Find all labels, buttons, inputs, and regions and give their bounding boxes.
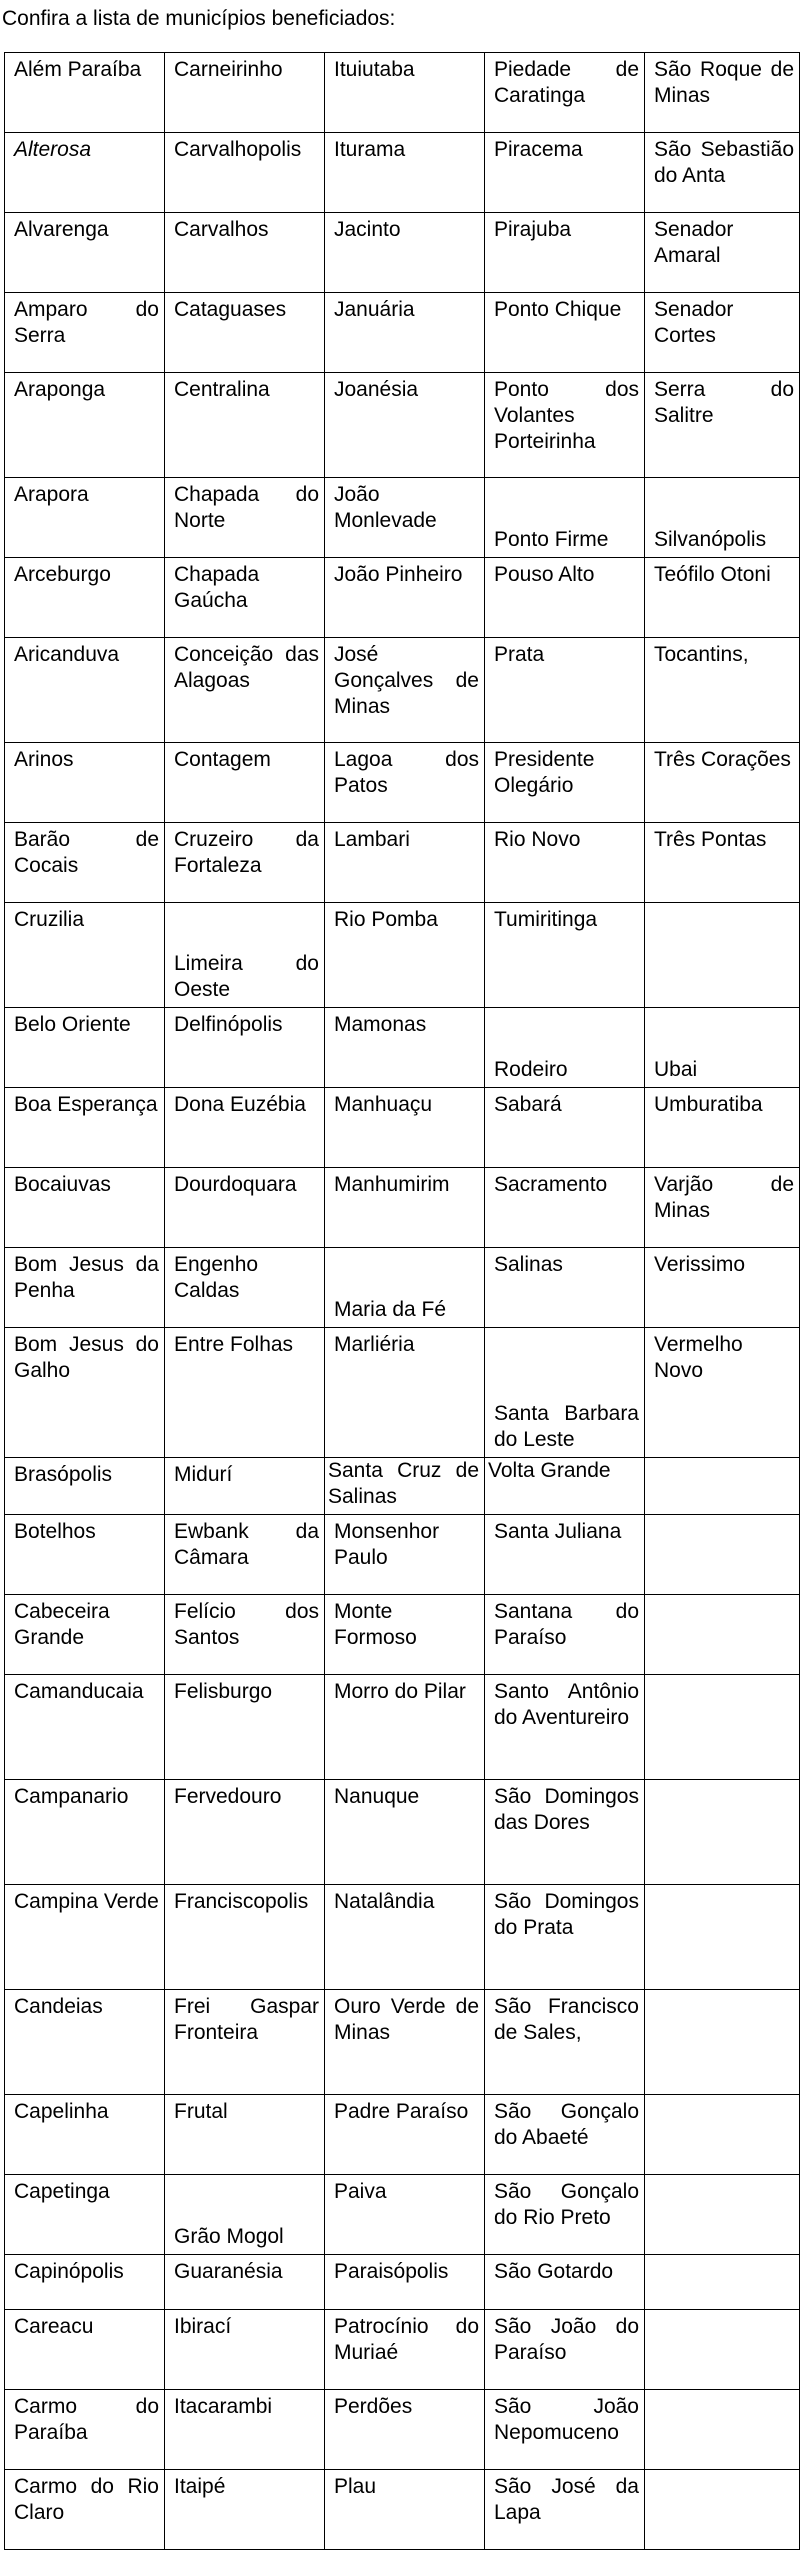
table-row: [5, 558, 800, 638]
municipality-cell: Rio Novo: [485, 823, 645, 903]
municipality-cell: Paiva: [325, 2175, 485, 2255]
municipality-cell: Mamonas: [325, 1008, 485, 1088]
municipality-cell: Capinópolis: [5, 2255, 165, 2310]
municipality-cell: Capetinga: [5, 2175, 165, 2255]
municipality-cell: Botelhos: [5, 1515, 165, 1595]
municipality-cell: São João Nepomuceno: [485, 2390, 645, 2470]
municipality-cell: Entre Folhas: [165, 1328, 325, 1458]
table-row: [5, 133, 800, 213]
municipality-cell: Santana do Paraíso: [485, 1595, 645, 1675]
municipality-cell: Santo Antônio do Aventureiro: [485, 1675, 645, 1780]
municipality-cell: Delfinópolis: [165, 1008, 325, 1088]
municipality-cell: Boa Esperança: [5, 1088, 165, 1168]
municipality-cell: Senador Amaral: [645, 213, 800, 293]
municipality-cell: [645, 1515, 800, 1595]
municipality-cell: Lagoa dos Patos: [325, 743, 485, 823]
municipality-cell: São Gonçalo do Rio Preto: [485, 2175, 645, 2255]
municipality-cell: [645, 1675, 800, 1780]
municipality-cell: Ibirací: [165, 2310, 325, 2390]
municipality-cell: Arapora: [5, 478, 165, 558]
municipality-cell: Guaranésia: [165, 2255, 325, 2310]
municipality-cell: Patrocínio do Muriaé: [325, 2310, 485, 2390]
municipality-cell: São Roque de Minas: [645, 53, 800, 133]
municipality-cell: Alvarenga: [5, 213, 165, 293]
municipality-cell: Cataguases: [165, 293, 325, 373]
municipality-cell: Januária: [325, 293, 485, 373]
municipality-cell: [645, 2470, 800, 2550]
table-row: [5, 1168, 800, 1248]
table-row: [5, 373, 800, 478]
municipality-cell: São José da Lapa: [485, 2470, 645, 2550]
municipality-cell: Ponto Chique: [485, 293, 645, 373]
municipality-cell: [645, 1780, 800, 1885]
municipality-cell: Iturama: [325, 133, 485, 213]
table-row: [5, 213, 800, 293]
municipality-cell: Santa Cruz de Salinas: [325, 1458, 485, 1515]
municipality-cell: Araponga: [5, 373, 165, 478]
municipality-cell: Arinos: [5, 743, 165, 823]
municipality-cell: Amparo do Serra: [5, 293, 165, 373]
municipality-cell: Marliéria: [325, 1328, 485, 1458]
municipality-cell: Rodeiro: [485, 1008, 645, 1088]
municipality-cell: Volta Grande: [485, 1458, 645, 1515]
municipality-cell: Capelinha: [5, 2095, 165, 2175]
municipality-cell: [645, 1595, 800, 1675]
municipality-cell: Cruzeiro da Fortaleza: [165, 823, 325, 903]
municipality-cell: Paraisópolis: [325, 2255, 485, 2310]
municipality-cell: Felício dos Santos: [165, 1595, 325, 1675]
municipality-cell: Joanésia: [325, 373, 485, 478]
municipality-cell: Bocaiuvas: [5, 1168, 165, 1248]
table-row: [5, 53, 800, 133]
municipality-cell: São Francisco de Sales,: [485, 1990, 645, 2095]
municipality-cell: Tocantins,: [645, 638, 800, 743]
municipality-cell: [645, 1885, 800, 1990]
municipality-cell: João Monlevade: [325, 478, 485, 558]
municipality-cell: Itacarambi: [165, 2390, 325, 2470]
municipality-cell: Ituiutaba: [325, 53, 485, 133]
municipality-cell: Carmo do Paraíba: [5, 2390, 165, 2470]
municipality-cell: Conceição das Alagoas: [165, 638, 325, 743]
municipality-cell: Camanducaia: [5, 1675, 165, 1780]
municipality-cell: José Gonçalves de Minas: [325, 638, 485, 743]
table-row: [5, 2470, 800, 2550]
municipality-cell: Três Pontas: [645, 823, 800, 903]
table-row: [5, 743, 800, 823]
table-row: [5, 1088, 800, 1168]
municipality-cell: Carmo do Rio Claro: [5, 2470, 165, 2550]
municipality-cell: Manhuaçu: [325, 1088, 485, 1168]
table-row: [5, 2255, 800, 2310]
municipality-cell: Senador Cortes: [645, 293, 800, 373]
municipality-cell: Pouso Alto: [485, 558, 645, 638]
municipality-cell: Serra do Salitre: [645, 373, 800, 478]
table-row: [5, 2310, 800, 2390]
municipality-cell: Candeias: [5, 1990, 165, 2095]
municipality-cell: Monsenhor Paulo: [325, 1515, 485, 1595]
municipality-cell: Aricanduva: [5, 638, 165, 743]
municipality-cell: Monte Formoso: [325, 1595, 485, 1675]
table-row: [5, 1990, 800, 2095]
municipalities-table-body: [5, 53, 800, 2550]
municipality-cell: Piracema: [485, 133, 645, 213]
municipality-cell: Ubai: [645, 1008, 800, 1088]
municipality-cell: [645, 2390, 800, 2470]
municipality-cell: Presidente Olegário: [485, 743, 645, 823]
table-row: [5, 2390, 800, 2470]
municipality-cell: Além Paraíba: [5, 53, 165, 133]
municipality-cell: Felisburgo: [165, 1675, 325, 1780]
municipality-cell: Prata: [485, 638, 645, 743]
table-row: [5, 1328, 800, 1458]
municipality-cell: Brasópolis: [5, 1458, 165, 1515]
municipality-cell: Centralina: [165, 373, 325, 478]
municipality-cell: [645, 2095, 800, 2175]
municipality-cell: São Domingos do Prata: [485, 1885, 645, 1990]
table-row: [5, 1675, 800, 1780]
municipality-cell: Jacinto: [325, 213, 485, 293]
municipality-cell: Tumiritinga: [485, 903, 645, 1008]
table-row: [5, 1780, 800, 1885]
municipality-cell: Morro do Pilar: [325, 1675, 485, 1780]
municipality-cell: [645, 1990, 800, 2095]
municipality-cell: Grão Mogol: [165, 2175, 325, 2255]
municipality-cell: Varjão de Minas: [645, 1168, 800, 1248]
municipality-cell: Careacu: [5, 2310, 165, 2390]
municipality-cell: São Gonçalo do Abaeté: [485, 2095, 645, 2175]
municipality-cell: Manhumirim: [325, 1168, 485, 1248]
municipality-cell: [645, 2175, 800, 2255]
municipality-cell: Barão de Cocais: [5, 823, 165, 903]
municipality-cell: Plau: [325, 2470, 485, 2550]
municipality-cell: Fervedouro: [165, 1780, 325, 1885]
table-row: [5, 1248, 800, 1328]
table-row: [5, 1885, 800, 1990]
municipality-cell: Carvalhos: [165, 213, 325, 293]
municipality-cell: São Domingos das Dores: [485, 1780, 645, 1885]
municipality-cell: São Gotardo: [485, 2255, 645, 2310]
municipality-cell: [645, 1458, 800, 1515]
municipality-cell: Ponto dos Volantes Porteirinha: [485, 373, 645, 478]
municipality-cell: Engenho Caldas: [165, 1248, 325, 1328]
municipality-cell: Ewbank da Câmara: [165, 1515, 325, 1595]
municipality-cell: Vermelho Novo: [645, 1328, 800, 1458]
municipality-cell: [645, 2310, 800, 2390]
table-row: [5, 1458, 800, 1515]
table-row: [5, 293, 800, 373]
table-row: [5, 2175, 800, 2255]
table-row: [5, 823, 800, 903]
municipality-cell: Cabeceira Grande: [5, 1595, 165, 1675]
municipality-cell: Padre Paraíso: [325, 2095, 485, 2175]
municipality-cell: Rio Pomba: [325, 903, 485, 1008]
municipality-cell: Três Corações: [645, 743, 800, 823]
municipality-cell: Teófilo Otoni: [645, 558, 800, 638]
municipality-cell: Santa Juliana: [485, 1515, 645, 1595]
municipality-cell: Salinas: [485, 1248, 645, 1328]
municipalities-table: [4, 52, 800, 2550]
municipality-cell: Lambari: [325, 823, 485, 903]
municipality-cell: Maria da Fé: [325, 1248, 485, 1328]
municipality-cell: Ponto Firme: [485, 478, 645, 558]
municipality-cell: Sacramento: [485, 1168, 645, 1248]
table-row: [5, 1595, 800, 1675]
municipality-cell: [645, 2255, 800, 2310]
municipality-cell: Piedade de Caratinga: [485, 53, 645, 133]
municipality-cell: Bom Jesus do Galho: [5, 1328, 165, 1458]
municipality-cell: Contagem: [165, 743, 325, 823]
table-row: [5, 1008, 800, 1088]
municipality-cell: Perdões: [325, 2390, 485, 2470]
municipality-cell: Belo Oriente: [5, 1008, 165, 1088]
municipality-cell: Bom Jesus da Penha: [5, 1248, 165, 1328]
municipality-cell: Santa Barbara do Leste: [485, 1328, 645, 1458]
municipality-cell: Frutal: [165, 2095, 325, 2175]
municipality-cell: Silvanópolis: [645, 478, 800, 558]
intro-text: Confira a lista de municípios beneficiados:: [2, 7, 396, 30]
municipality-cell: São João do Paraíso: [485, 2310, 645, 2390]
municipality-cell: Cruzilia: [5, 903, 165, 1008]
municipality-cell: [645, 903, 800, 1008]
table-row: [5, 2095, 800, 2175]
table-row: [5, 638, 800, 743]
municipality-cell: Sabará: [485, 1088, 645, 1168]
municipality-cell: Dona Euzébia: [165, 1088, 325, 1168]
municipality-cell: Midurí: [165, 1458, 325, 1515]
table-row: [5, 478, 800, 558]
municipality-cell: Umburatiba: [645, 1088, 800, 1168]
municipality-cell: Chapada do Norte: [165, 478, 325, 558]
municipality-cell: Limeira do Oeste: [165, 903, 325, 1008]
table-row: [5, 1515, 800, 1595]
municipality-cell: Natalândia: [325, 1885, 485, 1990]
municipality-cell: Carneirinho: [165, 53, 325, 133]
municipality-cell: João Pinheiro: [325, 558, 485, 638]
municipality-cell: Alterosa: [5, 133, 165, 213]
municipality-cell: São Sebastião do Anta: [645, 133, 800, 213]
municipality-cell: Itaipé: [165, 2470, 325, 2550]
municipality-cell: Campanario: [5, 1780, 165, 1885]
municipality-cell: Arceburgo: [5, 558, 165, 638]
municipality-cell: Chapada Gaúcha: [165, 558, 325, 638]
municipality-cell: Verissimo: [645, 1248, 800, 1328]
table-row: [5, 903, 800, 1008]
municipality-cell: Ouro Verde de Minas: [325, 1990, 485, 2095]
municipality-cell: Frei Gaspar Fronteira: [165, 1990, 325, 2095]
municipality-cell: Dourdoquara: [165, 1168, 325, 1248]
municipality-cell: Franciscopolis: [165, 1885, 325, 1990]
municipality-cell: Campina Verde: [5, 1885, 165, 1990]
municipality-cell: Pirajuba: [485, 213, 645, 293]
municipality-cell: Carvalhopolis: [165, 133, 325, 213]
municipality-cell: Nanuque: [325, 1780, 485, 1885]
